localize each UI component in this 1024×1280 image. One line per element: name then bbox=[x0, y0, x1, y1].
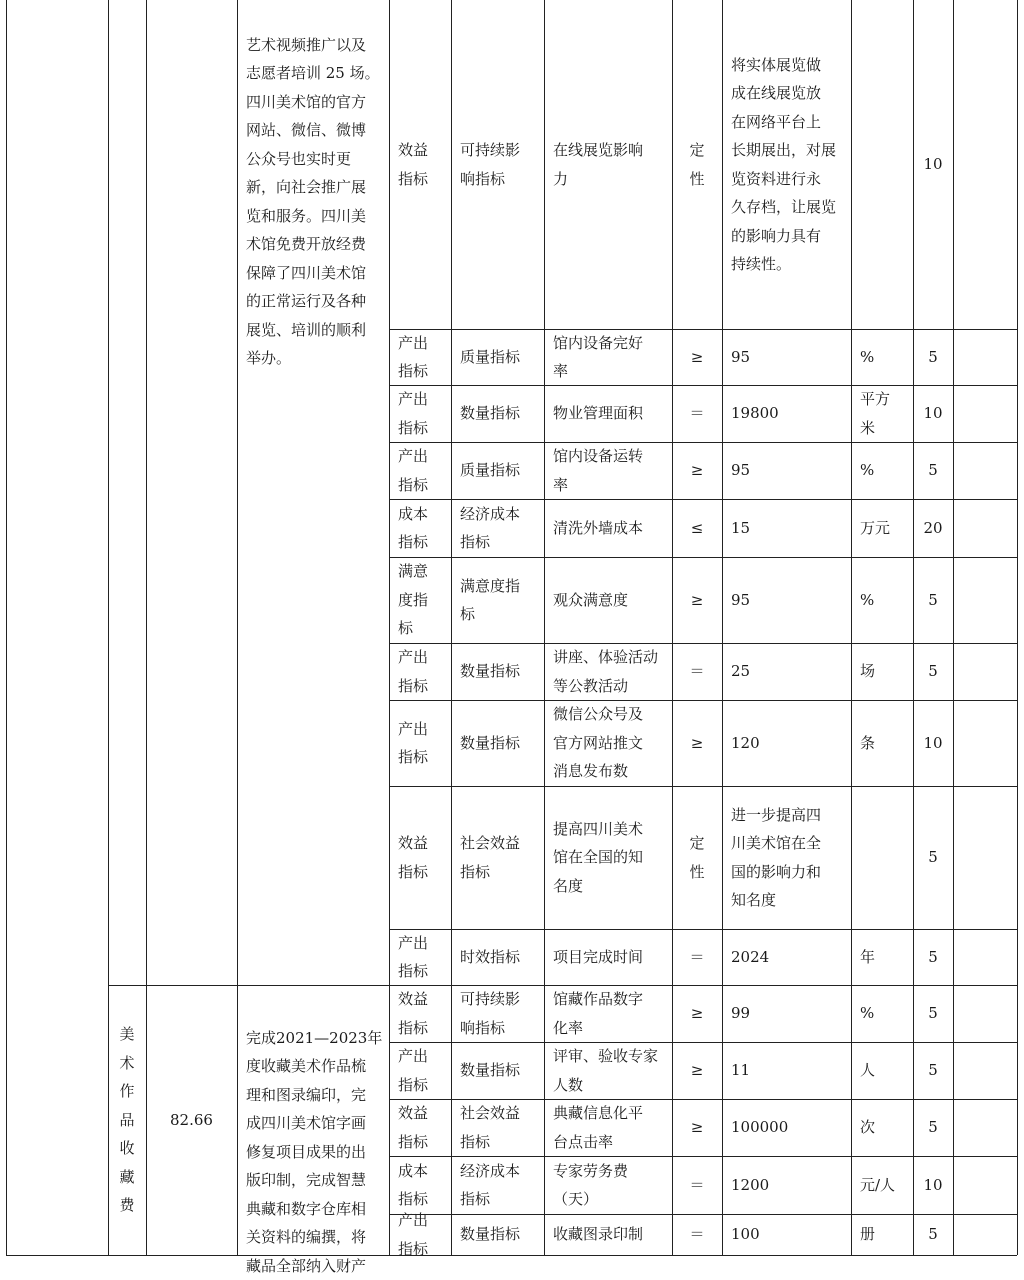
indicator-l3: 收藏图录印制 bbox=[553, 1225, 644, 1244]
indicator-cell-weight bbox=[913, 929, 953, 985]
grid-line-v bbox=[146, 0, 147, 1255]
grid-line-h bbox=[389, 329, 1017, 330]
indicator-cell-op bbox=[672, 499, 722, 557]
indicator-cell-weight bbox=[913, 0, 953, 329]
indicator-unit: % bbox=[860, 347, 875, 366]
indicator-l2: 质量指标 bbox=[460, 461, 521, 480]
indicator-value: 将实体展览做 成在线展览放 在网络平台上 长期展出，对展 览资料进行永 久存档，让展览 的影响力具有 持续性。 bbox=[731, 55, 837, 273]
indicator-cell-weight bbox=[913, 329, 953, 385]
grid-line-h bbox=[389, 985, 1017, 986]
indicator-cell-l3 bbox=[544, 643, 672, 700]
indicator-cell-value bbox=[722, 1214, 851, 1255]
indicator-l3: 微信公众号及 官方网站推文 消息发布数 bbox=[553, 705, 644, 781]
indicator-op: ＝ bbox=[689, 1175, 705, 1194]
indicator-l1: 效益 指标 bbox=[398, 141, 429, 188]
indicator-cell-l2 bbox=[451, 442, 544, 499]
indicator-l2: 数量指标 bbox=[460, 733, 521, 752]
indicator-cell-op bbox=[672, 1099, 722, 1156]
grid-line-v bbox=[237, 0, 238, 1255]
indicator-cell-value bbox=[722, 385, 851, 442]
indicator-op: ≥ bbox=[690, 347, 704, 366]
indicator-weight: 20 bbox=[923, 518, 943, 537]
indicator-cell-unit bbox=[851, 700, 913, 786]
indicator-weight: 5 bbox=[928, 461, 938, 480]
indicator-l2: 社会效益 指标 bbox=[460, 834, 521, 881]
indicator-cell-l3 bbox=[544, 1214, 672, 1255]
indicator-value: 19800 bbox=[731, 404, 779, 423]
indicator-l3: 馆内设备运转 率 bbox=[553, 447, 644, 494]
indicator-cell-unit bbox=[851, 786, 913, 929]
indicator-unit: % bbox=[860, 461, 875, 480]
indicator-cell-l3 bbox=[544, 0, 672, 329]
indicator-cell-weight bbox=[913, 786, 953, 929]
indicator-cell-l2 bbox=[451, 1099, 544, 1156]
grid-line-h bbox=[389, 1156, 1017, 1157]
indicator-l2: 可持续影 响指标 bbox=[460, 990, 521, 1037]
indicator-cell-value bbox=[722, 329, 851, 385]
indicator-cell-op bbox=[672, 0, 722, 329]
indicator-cell-weight bbox=[913, 1042, 953, 1099]
project2-name: 美 术 作 品 收 藏 费 bbox=[119, 1025, 135, 1215]
indicator-cell-l1 bbox=[389, 329, 451, 385]
indicator-cell-l1 bbox=[389, 700, 451, 786]
indicator-l3: 提高四川美术 馆在全国的知 名度 bbox=[553, 819, 644, 895]
indicator-cell-l3 bbox=[544, 442, 672, 499]
indicator-weight: 5 bbox=[928, 848, 938, 867]
indicator-l1: 成本 指标 bbox=[398, 504, 429, 551]
indicator-l3: 讲座、体验活动 等公教活动 bbox=[553, 648, 659, 695]
grid-line-v bbox=[544, 0, 545, 1255]
indicator-cell-l2 bbox=[451, 329, 544, 385]
indicator-l1: 产出 指标 bbox=[398, 1047, 429, 1094]
indicator-weight: 5 bbox=[928, 1004, 938, 1023]
indicator-cell-op bbox=[672, 700, 722, 786]
grid-line-h bbox=[389, 1214, 1017, 1215]
indicator-cell-unit bbox=[851, 442, 913, 499]
indicator-cell-l2 bbox=[451, 700, 544, 786]
indicator-cell-weight bbox=[913, 385, 953, 442]
indicator-cell-op bbox=[672, 442, 722, 499]
grid-line-h bbox=[389, 385, 1017, 386]
indicator-cell-l3 bbox=[544, 786, 672, 929]
indicator-l3: 观众满意度 bbox=[553, 590, 629, 609]
indicator-cell-unit bbox=[851, 499, 913, 557]
indicator-l1: 产出 指标 bbox=[398, 933, 429, 980]
indicator-cell-l2 bbox=[451, 985, 544, 1042]
indicator-value: 95 bbox=[731, 590, 751, 609]
indicator-op: ＝ bbox=[689, 947, 705, 966]
indicator-cell-l2 bbox=[451, 643, 544, 700]
indicator-cell-value bbox=[722, 929, 851, 985]
grid-line-v bbox=[451, 0, 452, 1255]
indicator-l1: 产出 指标 bbox=[398, 648, 429, 695]
indicator-cell-l1 bbox=[389, 557, 451, 643]
indicator-l1: 产出 指标 bbox=[398, 390, 429, 437]
indicator-l1: 效益 指标 bbox=[398, 834, 429, 881]
indicator-cell-l3 bbox=[544, 499, 672, 557]
indicator-cell-op bbox=[672, 985, 722, 1042]
grid-line-h bbox=[389, 557, 1017, 558]
project2-name-cell bbox=[108, 985, 146, 1255]
grid-line-v bbox=[953, 0, 954, 1255]
indicator-op: ＝ bbox=[689, 662, 705, 681]
indicator-value: 25 bbox=[731, 662, 751, 681]
indicator-cell-l1 bbox=[389, 929, 451, 985]
indicator-cell-weight bbox=[913, 985, 953, 1042]
grid-line-v bbox=[722, 0, 723, 1255]
indicator-cell-value bbox=[722, 985, 851, 1042]
grid-line-v bbox=[389, 0, 390, 1255]
indicator-cell-op bbox=[672, 929, 722, 985]
indicator-cell-unit bbox=[851, 1042, 913, 1099]
indicator-cell-l1 bbox=[389, 442, 451, 499]
project2-amount: 82.66 bbox=[170, 1110, 213, 1129]
indicator-cell-l3 bbox=[544, 329, 672, 385]
indicator-cell-l2 bbox=[451, 385, 544, 442]
indicator-l3: 专家劳务费 （天） bbox=[553, 1161, 629, 1208]
indicator-cell-unit bbox=[851, 1214, 913, 1255]
indicator-unit: 人 bbox=[860, 1061, 876, 1080]
indicator-cell-op bbox=[672, 1156, 722, 1214]
indicator-cell-op bbox=[672, 786, 722, 929]
indicator-cell-unit bbox=[851, 557, 913, 643]
indicator-cell-unit bbox=[851, 1099, 913, 1156]
indicator-unit: 年 bbox=[860, 947, 876, 966]
indicator-unit: 万元 bbox=[860, 518, 891, 537]
grid-line-h bbox=[389, 1099, 1017, 1100]
indicator-op: ＝ bbox=[689, 1225, 705, 1244]
indicator-weight: 5 bbox=[928, 347, 938, 366]
indicator-cell-op bbox=[672, 1042, 722, 1099]
indicator-weight: 10 bbox=[923, 733, 943, 752]
indicator-cell-value bbox=[722, 1099, 851, 1156]
indicator-l3: 物业管理面积 bbox=[553, 404, 644, 423]
indicator-cell-l1 bbox=[389, 643, 451, 700]
indicator-cell-value bbox=[722, 557, 851, 643]
indicator-cell-l2 bbox=[451, 929, 544, 985]
grid-line-h bbox=[389, 929, 1017, 930]
project2-description: 完成2021—2023年 度收藏美术作品梳 理和图录编印，完 成四川美术馆字画 修复项目成果的出 版印制，完成智慧 典藏和数字仓库相 关资料的编撰，将 藏品全部纳入财产 bbox=[246, 1028, 383, 1275]
indicator-l1: 产出 指标 bbox=[398, 333, 429, 380]
indicator-l1: 效益 指标 bbox=[398, 990, 429, 1037]
indicator-unit: 平方 米 bbox=[860, 390, 891, 437]
indicator-l2: 时效指标 bbox=[460, 947, 521, 966]
indicator-cell-l3 bbox=[544, 1042, 672, 1099]
indicator-cell-l3 bbox=[544, 1156, 672, 1214]
indicator-cell-l2 bbox=[451, 557, 544, 643]
indicator-value: 99 bbox=[731, 1004, 751, 1023]
indicator-l3: 项目完成时间 bbox=[553, 947, 644, 966]
indicator-value: 120 bbox=[731, 733, 760, 752]
indicator-cell-value bbox=[722, 1156, 851, 1214]
grid-line-h bbox=[6, 1255, 1017, 1256]
indicator-cell-l1 bbox=[389, 1099, 451, 1156]
grid-line-h bbox=[389, 442, 1017, 443]
indicator-weight: 10 bbox=[923, 1175, 943, 1194]
indicator-value: 95 bbox=[731, 347, 751, 366]
indicator-cell-weight bbox=[913, 442, 953, 499]
indicator-cell-value bbox=[722, 700, 851, 786]
indicator-cell-weight bbox=[913, 1214, 953, 1255]
indicator-cell-unit bbox=[851, 0, 913, 329]
indicator-cell-l1 bbox=[389, 1042, 451, 1099]
indicator-value: 15 bbox=[731, 518, 751, 537]
indicator-cell-value bbox=[722, 643, 851, 700]
indicator-op: ≥ bbox=[690, 733, 704, 752]
indicator-op: 定 性 bbox=[689, 141, 705, 188]
indicator-l1: 满意 度指 标 bbox=[398, 562, 429, 638]
project1-description: 艺术视频推广以及 志愿者培训 25 场。 四川美术馆的官方 网站、微信、微博 公众号也实时更 新，向社会推广展 览和服务。四川美 术馆免费开放经费 保障了四川美术馆 的正常运行及各种 展览、培训的顺利 举办。 bbox=[246, 35, 380, 367]
grid-line-v bbox=[672, 0, 673, 1255]
project2-amount-cell bbox=[146, 985, 237, 1255]
grid-line-v bbox=[851, 0, 852, 1255]
indicator-cell-op bbox=[672, 385, 722, 442]
indicator-cell-unit bbox=[851, 329, 913, 385]
indicator-cell-weight bbox=[913, 1099, 953, 1156]
indicator-cell-l1 bbox=[389, 385, 451, 442]
indicator-cell-op bbox=[672, 1214, 722, 1255]
indicator-value: 100000 bbox=[731, 1118, 789, 1137]
indicator-cell-l3 bbox=[544, 929, 672, 985]
indicator-cell-unit bbox=[851, 985, 913, 1042]
indicator-op: ≥ bbox=[690, 461, 704, 480]
indicator-unit: 册 bbox=[860, 1225, 876, 1244]
indicator-l2: 经济成本 指标 bbox=[460, 1161, 521, 1208]
indicator-cell-weight bbox=[913, 499, 953, 557]
indicator-cell-op bbox=[672, 643, 722, 700]
project1-description-cell bbox=[237, 0, 389, 985]
indicator-cell-l3 bbox=[544, 700, 672, 786]
indicator-unit: % bbox=[860, 590, 875, 609]
indicator-op: ≥ bbox=[690, 1004, 704, 1023]
grid-line-h bbox=[108, 985, 389, 986]
indicator-l3: 评审、验收专家 人数 bbox=[553, 1047, 659, 1094]
indicator-l2: 数量指标 bbox=[460, 404, 521, 423]
indicator-cell-unit bbox=[851, 1156, 913, 1214]
indicator-l1: 产出 指标 bbox=[398, 447, 429, 494]
indicator-cell-l2 bbox=[451, 1156, 544, 1214]
indicator-l2: 数量指标 bbox=[460, 1225, 521, 1244]
indicator-cell-unit bbox=[851, 643, 913, 700]
indicator-cell-unit bbox=[851, 385, 913, 442]
grid-line-h bbox=[389, 700, 1017, 701]
indicator-op: ≥ bbox=[690, 1118, 704, 1137]
grid-line-h bbox=[389, 499, 1017, 500]
indicator-cell-l2 bbox=[451, 786, 544, 929]
indicator-cell-op bbox=[672, 329, 722, 385]
indicator-weight: 10 bbox=[923, 155, 943, 174]
indicator-unit: 元/人 bbox=[860, 1175, 896, 1194]
indicator-cell-l2 bbox=[451, 0, 544, 329]
indicator-l1: 成本 指标 bbox=[398, 1161, 429, 1208]
indicator-cell-unit bbox=[851, 929, 913, 985]
grid-line-v bbox=[1017, 0, 1018, 1255]
indicator-op: ＝ bbox=[689, 404, 705, 423]
indicator-value: 进一步提高四 川美术馆在全 国的影响力和 知名度 bbox=[731, 805, 822, 909]
indicator-cell-l3 bbox=[544, 1099, 672, 1156]
indicator-weight: 5 bbox=[928, 947, 938, 966]
indicator-unit: 场 bbox=[860, 662, 876, 681]
indicator-l1: 产出 指标 bbox=[398, 1211, 429, 1258]
indicator-cell-l1 bbox=[389, 0, 451, 329]
indicator-weight: 5 bbox=[928, 662, 938, 681]
indicator-value: 100 bbox=[731, 1225, 760, 1244]
indicator-weight: 5 bbox=[928, 1061, 938, 1080]
grid-line-v bbox=[108, 0, 109, 1255]
indicator-l1: 产出 指标 bbox=[398, 719, 429, 766]
indicator-cell-l2 bbox=[451, 499, 544, 557]
indicator-l3: 典藏信息化平 台点击率 bbox=[553, 1104, 644, 1151]
indicator-value: 11 bbox=[731, 1061, 751, 1080]
grid-line-h bbox=[389, 643, 1017, 644]
indicator-cell-weight bbox=[913, 557, 953, 643]
indicator-l1: 效益 指标 bbox=[398, 1104, 429, 1151]
indicator-cell-weight bbox=[913, 700, 953, 786]
indicator-l2: 满意度指 标 bbox=[460, 576, 521, 623]
indicator-l2: 数量指标 bbox=[460, 662, 521, 681]
grid-line-h bbox=[389, 1042, 1017, 1043]
indicator-l3: 馆内设备完好 率 bbox=[553, 333, 644, 380]
indicator-op: ≤ bbox=[690, 518, 704, 537]
indicator-weight: 5 bbox=[928, 1225, 938, 1244]
indicator-unit: 条 bbox=[860, 733, 876, 752]
indicator-l3: 清洗外墙成本 bbox=[553, 518, 644, 537]
indicator-cell-l1 bbox=[389, 499, 451, 557]
indicator-cell-l3 bbox=[544, 985, 672, 1042]
indicator-weight: 5 bbox=[928, 1118, 938, 1137]
indicator-l2: 质量指标 bbox=[460, 347, 521, 366]
indicator-cell-l3 bbox=[544, 557, 672, 643]
indicator-value: 95 bbox=[731, 461, 751, 480]
indicator-cell-l2 bbox=[451, 1214, 544, 1255]
indicator-l3: 在线展览影响 力 bbox=[553, 141, 644, 188]
indicator-cell-weight bbox=[913, 1156, 953, 1214]
indicator-unit: 次 bbox=[860, 1118, 876, 1137]
indicator-cell-weight bbox=[913, 643, 953, 700]
indicator-unit: % bbox=[860, 1004, 875, 1023]
indicator-cell-value bbox=[722, 1042, 851, 1099]
indicator-cell-value bbox=[722, 786, 851, 929]
indicator-cell-op bbox=[672, 557, 722, 643]
indicator-cell-l1 bbox=[389, 1211, 451, 1258]
indicator-weight: 5 bbox=[928, 590, 938, 609]
indicator-l2: 经济成本 指标 bbox=[460, 504, 521, 551]
indicator-l3: 馆藏作品数字 化率 bbox=[553, 990, 644, 1037]
indicator-op: ≥ bbox=[690, 590, 704, 609]
indicator-l2: 社会效益 指标 bbox=[460, 1104, 521, 1151]
indicator-cell-value bbox=[722, 0, 851, 329]
indicator-cell-value bbox=[722, 442, 851, 499]
indicator-cell-l2 bbox=[451, 1042, 544, 1099]
grid-line-v bbox=[6, 0, 7, 1255]
grid-line-h bbox=[389, 786, 1017, 787]
indicator-l2: 数量指标 bbox=[460, 1061, 521, 1080]
indicator-cell-value bbox=[722, 499, 851, 557]
indicator-op: ≥ bbox=[690, 1061, 704, 1080]
indicator-l2: 可持续影 响指标 bbox=[460, 141, 521, 188]
indicator-cell-l1 bbox=[389, 985, 451, 1042]
indicator-value: 1200 bbox=[731, 1175, 770, 1194]
indicator-cell-l3 bbox=[544, 385, 672, 442]
indicator-op: 定 性 bbox=[689, 834, 705, 881]
project2-description-cell bbox=[237, 985, 389, 1275]
indicator-cell-l1 bbox=[389, 786, 451, 929]
grid-line-v bbox=[913, 0, 914, 1255]
indicator-value: 2024 bbox=[731, 947, 770, 966]
indicator-weight: 10 bbox=[923, 404, 943, 423]
